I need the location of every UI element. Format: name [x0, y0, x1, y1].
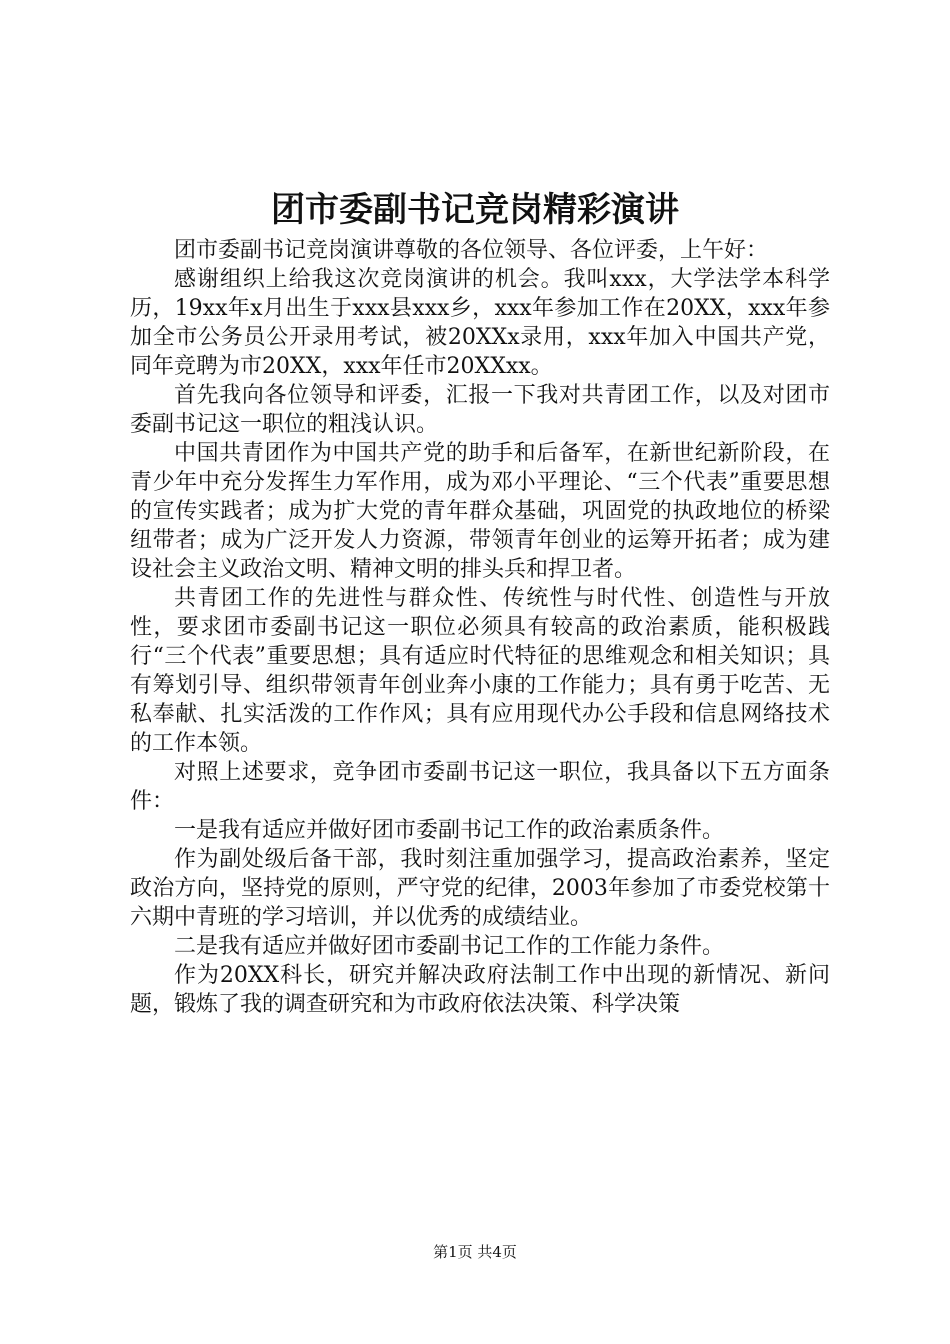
paragraph-condition-one: 一是我有适应并做好团市委副书记工作的政治素质条件。: [174, 818, 725, 843]
paragraph-five-conditions: 对照上述要求，竞争团市委副书记这一职位，我具备以下五方面条件：: [130, 760, 830, 814]
document-title: 团市委副书记竞岗精彩演讲: [271, 190, 679, 230]
document-body: [130, 236, 830, 1019]
paragraph-condition-two: 二是我有适应并做好团市委副书记工作的工作能力条件。: [174, 934, 725, 959]
paragraph-position-requirements: 共青团工作的先进性与群众性、传统性与时代性、创造性与开放性，要求团市委副书记这一职位必须具有较高的政治素质，能积极践行“三个代表”重要思想；具有适应时代特征的思维观念和相关知识；具有筹划引导、组织带领青年创业奔小康的工作能力；具有勇于吃苦、无私奉献、扎实活泼的工作作风；具有应用现代办公手段和信息网络技术的工作本领。: [130, 586, 830, 756]
paragraph-condition-one-detail: 作为副处级后备干部，我时刻注重加强学习，提高政治素养，坚定政治方向，坚持党的原则，严守党的纪律，2003年参加了市委党校第十六期中青班的学习培训，并以优秀的成绩结业。: [130, 847, 830, 930]
paragraph-greeting: 团市委副书记竞岗演讲尊敬的各位领导、各位评委，上午好：: [174, 238, 769, 263]
paragraph-youth-league-role: 中国共青团作为中国共产党的助手和后备军，在新世纪新阶段，在青少年中充分发挥生力军作用，成为邓小平理论、“三个代表”重要思想的宣传实践者；成为扩大党的青年群众基础，巩固党的执政地位的桥梁纽带者；成为广泛开发人力资源，带领青年创业的运筹开拓者；成为建设社会主义政治文明、精神文明的排头兵和捍卫者。: [130, 441, 830, 582]
paragraph-self-introduction: 感谢组织上给我这次竞岗演讲的机会。我叫xxx，大学法学本科学历，19xx年x月出生于xxx县xxx乡，xxx年参加工作在20XX，xxx年参加全市公务员公开录用考试，被20XXx录用，xxx年加入中国共产党，同年竞聘为市20XX，xxx年任市20XXxx。: [130, 267, 830, 379]
paragraph-condition-two-detail: 作为20XX科长，研究并解决政府法制工作中出现的新情况、新问题，锻炼了我的调查研究和为市政府依法决策、科学决策: [130, 963, 830, 1017]
page-footer: 第1页 共4页: [433, 1243, 517, 1261]
paragraph-report-intro: 首先我向各位领导和评委，汇报一下我对共青团工作，以及对团市委副书记这一职位的粗浅认识。: [130, 383, 830, 437]
